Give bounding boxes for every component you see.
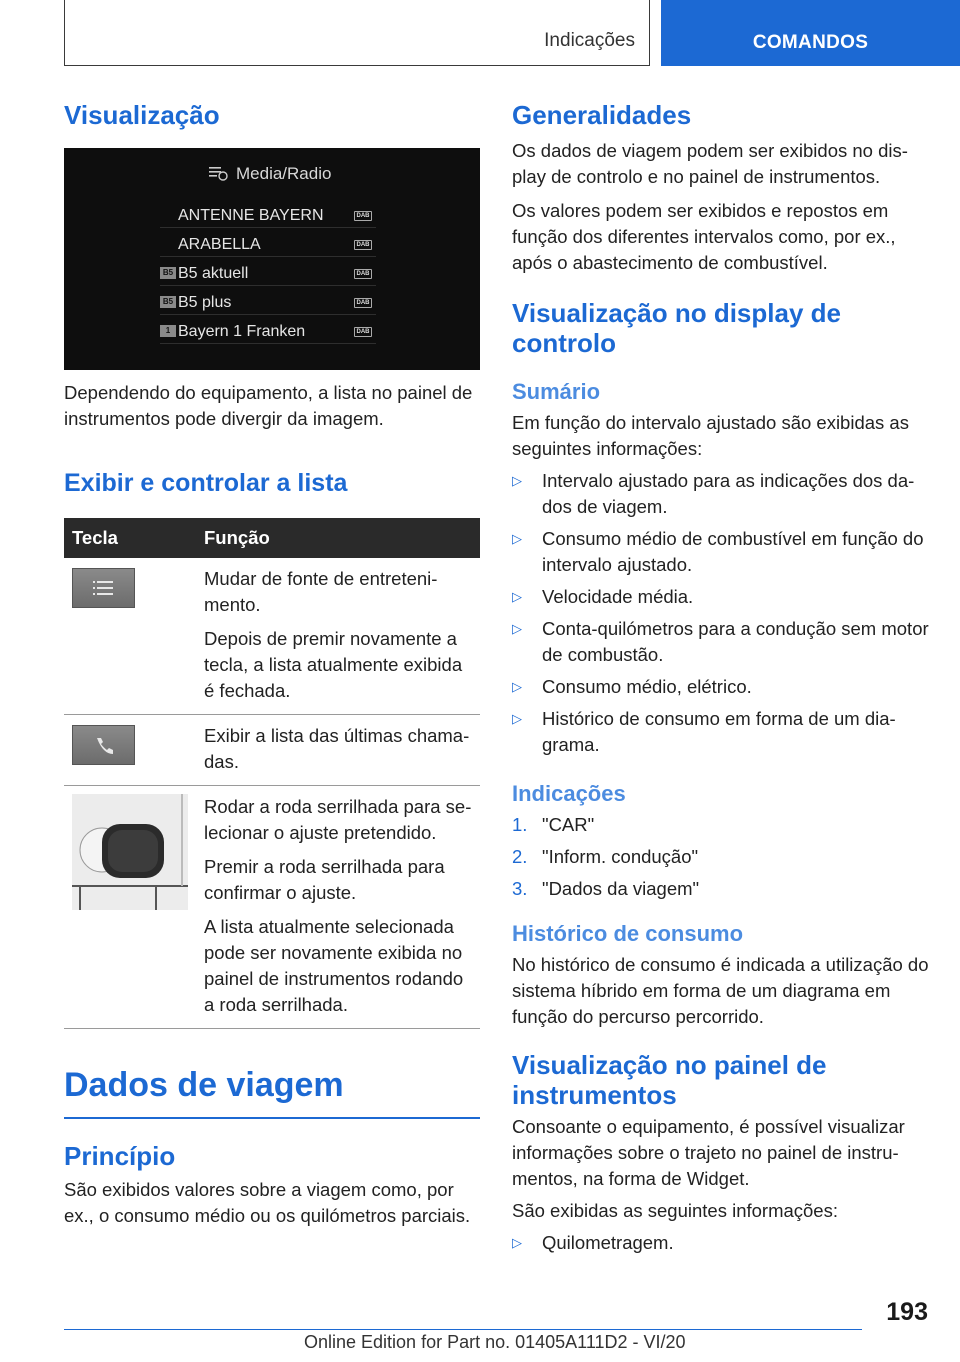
media-radio-screenshot <box>64 148 480 370</box>
list-number: 2. <box>512 846 528 867</box>
screen-row-b5-aktuell <box>160 262 376 286</box>
list-item <box>512 812 930 838</box>
list-item-text: Quilometragem. <box>542 1232 674 1253</box>
dab-badge: DAB <box>354 327 372 337</box>
dab-badge: DAB <box>354 269 372 279</box>
list-item-text: Conta-quilómetros para a condução sem motor de combustão. <box>542 618 929 665</box>
table-row1-text2: Depois de premir novamente a tecla, a lista atualmente exibida é fechada. <box>204 628 463 701</box>
list-item-text: Intervalo ajustado para as indicações dos dados de viagem. <box>542 470 915 517</box>
table-header-function: Função <box>196 518 480 558</box>
screenshot-caption: Dependendo do equipamento, a lista no painel de instrumentos pode divergir da imagem. <box>64 382 473 429</box>
list-number: 3. <box>512 878 528 899</box>
thumbwheel-photo <box>72 794 188 910</box>
screen-row-label: B5 plus <box>178 294 232 311</box>
list-item-text: Consumo médio de combustível em função do intervalo ajustado. <box>542 528 924 575</box>
list-item-text: Consumo médio, elétrico. <box>542 676 752 697</box>
screen-row-arabella <box>160 233 376 257</box>
header-section-title: Indicações <box>544 30 635 51</box>
list-item <box>512 526 930 578</box>
list-button-icon <box>72 568 135 608</box>
screen-row-label: Bayern 1 Franken <box>178 323 306 340</box>
bullet-triangle-icon: ▷ <box>512 1235 522 1250</box>
section-divider <box>64 1117 480 1119</box>
heading-exibir: Exibir e controlar a lista <box>64 469 348 497</box>
footer-edition: Online Edition for Part no. 01405A111D2 - VI/20 <box>304 1332 686 1352</box>
bullet-triangle-icon: ▷ <box>512 711 522 726</box>
table-row <box>64 558 480 715</box>
heading-historico: Histórico de consumo <box>512 921 744 946</box>
station-logo-icon: B5 <box>160 296 176 308</box>
left-column <box>64 100 480 1229</box>
heading-generalidades: Generalidades <box>512 100 692 130</box>
list-item <box>512 876 930 902</box>
bullet-triangle-icon: ▷ <box>512 531 522 546</box>
heading-sumario: Sumário <box>512 379 601 404</box>
list-item <box>512 584 930 610</box>
list-item <box>512 706 930 758</box>
table-header-key: Tecla <box>64 518 196 558</box>
screen-row-label: B5 aktuell <box>178 265 249 282</box>
list-item-text: "Inform. condução" <box>542 846 699 867</box>
list-item <box>512 1230 930 1256</box>
table-row <box>64 715 480 786</box>
controls-table <box>64 518 480 1029</box>
bullet-triangle-icon: ▷ <box>512 589 522 604</box>
table-row3-text3: A lista atualmente selecionada pode ser novamente exibida no painel de instrumentos rodando a roda serrilhada. <box>204 916 464 1015</box>
list-item <box>512 844 930 870</box>
painel-text2: São exibidas as seguintes informações: <box>512 1200 838 1221</box>
list-item <box>512 616 930 668</box>
list-number: 1. <box>512 814 528 835</box>
heading-vis-display: Visualização no display de controlo <box>512 298 841 358</box>
heading-vis-painel: Visualização no painel de instrumentos <box>512 1050 827 1110</box>
page-number: 193 <box>886 1298 928 1326</box>
table-row3-text2: Premir a roda serrilhada para confirmar o ajuste. <box>204 856 445 903</box>
station-logo-icon: B5 <box>160 267 176 279</box>
screen-header <box>208 164 331 184</box>
right-column <box>512 100 930 1262</box>
header-chapter-tab <box>661 0 960 66</box>
dab-badge: DAB <box>354 240 372 250</box>
sumario-list <box>512 468 930 758</box>
screen-row-bayern1 <box>160 320 376 344</box>
bullet-triangle-icon: ▷ <box>512 679 522 694</box>
indicacoes-list <box>512 812 930 902</box>
media-list-icon <box>208 165 228 181</box>
generalidades-text2: Os valores podem ser exibidos e repostos em função dos diferentes intervalos como, por ex., após o abastecimento de combustível. <box>512 200 896 273</box>
heading-visualizacao: Visualização <box>64 100 220 130</box>
bullet-triangle-icon: ▷ <box>512 621 522 636</box>
list-item-text: "CAR" <box>542 814 595 835</box>
bullet-triangle-icon: ▷ <box>512 473 522 488</box>
phone-button-icon <box>72 725 135 765</box>
list-item <box>512 674 930 700</box>
heading-principio: Princípio <box>64 1141 176 1171</box>
sumario-text: Em função do intervalo ajustado são exibidas as seguintes informações: <box>512 412 909 459</box>
screen-title: Media/Radio <box>236 164 332 183</box>
list-item-text: "Dados da viagem" <box>542 878 700 899</box>
painel-list <box>512 1230 930 1256</box>
table-row2-text1: Exibir a lista das últimas chamadas. <box>204 725 470 772</box>
footer-divider <box>64 1329 862 1330</box>
screen-row-label: ARABELLA <box>178 236 261 253</box>
heading-dados-viagem: Dados de viagem <box>64 1066 344 1104</box>
header-chapter-title: COMANDOS <box>752 32 869 53</box>
table-row <box>64 786 480 1029</box>
screen-row-b5-plus <box>160 291 376 315</box>
generalidades-text1: Os dados de viagem podem ser exibidos no display de controlo e no painel de instrumentos. <box>512 140 908 187</box>
principio-text: São exibidos valores sobre a viagem como, por ex., o consumo médio ou os quilómetros parciais. <box>64 1179 471 1226</box>
dab-badge: DAB <box>354 211 372 221</box>
header-section-box <box>64 0 650 66</box>
list-item <box>512 468 930 520</box>
station-logo-icon: 1 <box>160 325 176 337</box>
screen-row-antenne <box>160 204 376 228</box>
table-row1-text1: Mudar de fonte de entretenimento. <box>204 568 438 615</box>
historico-text: No histórico de consumo é indicada a utilização do sistema híbrido em forma de um diagrama em função do percurso percorrido. <box>512 954 929 1027</box>
table-row3-text1: Rodar a roda serrilhada para selecionar o ajuste pretendido. <box>204 796 472 843</box>
list-item-text: Histórico de consumo em forma de um diagrama. <box>542 708 896 755</box>
list-item-text: Velocidade média. <box>542 586 694 607</box>
painel-text1: Consoante o equipamento, é possível visualizar informações sobre o trajeto no painel de instrumentos, na forma de Widget. <box>512 1116 905 1189</box>
heading-indicacoes: Indicações <box>512 781 626 806</box>
screen-row-label: ANTENNE BAYERN <box>178 207 324 224</box>
dab-badge: DAB <box>354 298 372 308</box>
